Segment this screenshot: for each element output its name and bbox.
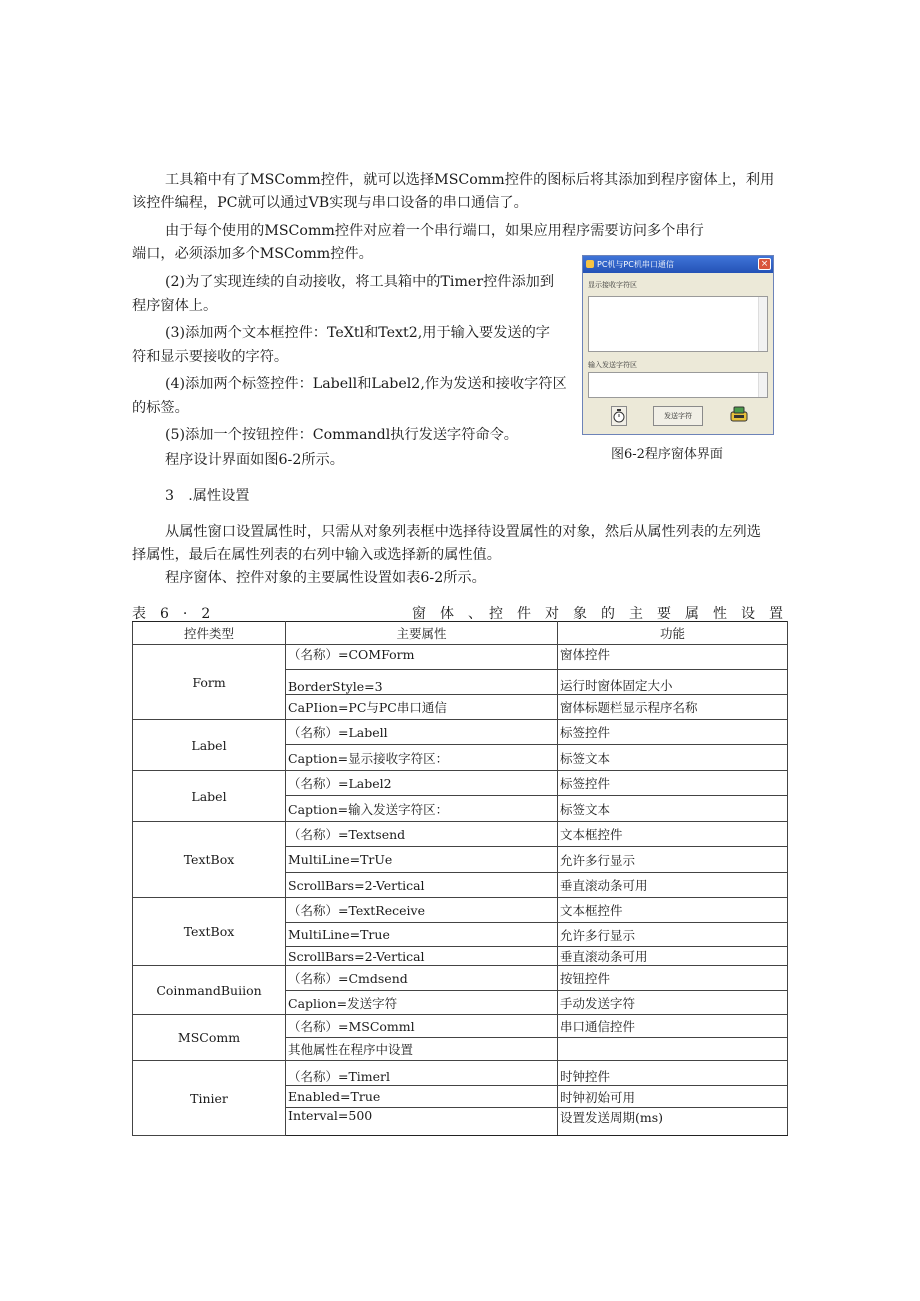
app-icon (586, 260, 594, 268)
prop-cell: Caption=显示接收字符区： (286, 745, 558, 771)
para4-line2: 符和显示要接收的字符。 (132, 349, 289, 365)
table-number: 表 6 · 2 (132, 606, 211, 622)
prop-cell: （名称）=COMForm (286, 645, 558, 670)
vb-form-window (582, 255, 774, 435)
receive-label: 显示接收字符区 (588, 281, 637, 289)
para2-line1: 由于每个使用的MSComm控件对应着一个串行端口，如果应用程序需要访问多个串行 (165, 223, 704, 239)
send-textbox[interactable] (588, 372, 768, 398)
prop-cell: （名称）=Cmdsend (286, 966, 558, 991)
prop-cell: Caption=输入发送字符区： (286, 796, 558, 822)
prop-cell: ScrollBars=2-Vertical (286, 947, 558, 966)
prop-cell: （名称）=Timerl (286, 1061, 558, 1086)
send-label: 输入发送字符区 (588, 361, 637, 369)
close-icon[interactable]: × (758, 258, 771, 270)
table-title: 窗 体 、 控 件 对 象 的 主 要 属 性 设 置 (412, 606, 783, 622)
vb-window-title: PC机与PC机串口通信 (597, 260, 674, 269)
figure-caption: 图6-2程序窗体界面 (611, 447, 723, 462)
type-cell: Form (133, 645, 286, 720)
table-header-row (133, 622, 788, 645)
func-cell: 窗体标题栏显示程序名称 (558, 695, 788, 720)
prop-cell: CaPIion=PC与PC串口通信 (286, 695, 558, 720)
para6-line2: 程序设计界面如图6-2所示。 (165, 452, 344, 468)
para2-line2: 端口，必须添加多个MSComm控件。 (132, 246, 373, 262)
properties-table (132, 621, 788, 1136)
type-cell: TextBox (133, 898, 286, 966)
func-cell: 手动发送字符 (558, 991, 788, 1015)
type-cell: Label (133, 720, 286, 771)
func-cell: 标签控件 (558, 720, 788, 745)
table-row (133, 720, 788, 745)
header-property: 主要属性 (286, 622, 558, 645)
prop-cell: （名称）=Label2 (286, 771, 558, 796)
func-cell: 文本框控件 (558, 822, 788, 847)
func-cell: 垂直滚动条可用 (558, 947, 788, 966)
func-cell: 标签控件 (558, 771, 788, 796)
table-row (133, 771, 788, 796)
para1-line1: 工具箱中有了MSComm控件，就可以选择MSComm控件的图标后将其添加到程序窗体上，利用 (165, 172, 775, 188)
func-cell: 窗体控件 (558, 645, 788, 670)
para5-line1: (4)添加两个标签控件：Labell和Label2,作为发送和接收字符区 (165, 376, 567, 392)
para1-line2: 该控件编程，PC就可以通过VB实现与串口设备的串口通信了。 (132, 195, 528, 211)
prop-cell: BorderStyle=3 (286, 670, 558, 695)
timer-icon (611, 406, 627, 426)
prop-cell: （名称）=Textsend (286, 822, 558, 847)
type-cell: CoinmandBuiion (133, 966, 286, 1015)
func-cell: 垂直滚动条可用 (558, 873, 788, 898)
prop-cell: MultiLine=True (286, 923, 558, 947)
func-cell: 运行时窗体固定大小 (558, 670, 788, 695)
prop-cell: （名称）=Labell (286, 720, 558, 745)
receive-textbox[interactable] (588, 296, 768, 352)
para7-line1: 从属性窗口设置属性时，只需从对象列表框中选择待设置属性的对象，然后从属性列表的左列选 (165, 524, 761, 540)
scrollbar[interactable] (758, 373, 767, 397)
func-cell: 串口通信控件 (558, 1015, 788, 1038)
func-cell: 时钟控件 (558, 1061, 788, 1086)
header-function: 功能 (558, 622, 788, 645)
func-cell: 文本框控件 (558, 898, 788, 923)
para7-line2: 择属性，最后在属性列表的右列中输入或选择新的属性值。 (132, 547, 501, 563)
prop-cell: ScrollBars=2-Vertical (286, 873, 558, 898)
scrollbar[interactable] (758, 297, 767, 351)
func-cell (558, 1038, 788, 1061)
table-row (133, 645, 788, 670)
prop-cell: Interval=500 (286, 1108, 558, 1136)
prop-cell: MultiLine=TrUe (286, 847, 558, 873)
table-row (133, 898, 788, 923)
prop-cell: （名称）=TextReceive (286, 898, 558, 923)
func-cell: 允许多行显示 (558, 847, 788, 873)
prop-cell: 其他属性在程序中设置 (286, 1038, 558, 1061)
type-cell: Label (133, 771, 286, 822)
type-cell: Tinier (133, 1061, 286, 1136)
func-cell: 设置发送周期(ms) (558, 1108, 788, 1136)
func-cell: 允许多行显示 (558, 923, 788, 947)
para3-line1: (2)为了实现连续的自动接收，将工具箱中的Timer控件添加到 (165, 274, 555, 290)
para3-line2: 程序窗体上。 (132, 298, 218, 314)
table-row (133, 1015, 788, 1038)
func-cell: 标签文本 (558, 745, 788, 771)
para4-line1: (3)添加两个文本框控件：TeXtl和Text2,用于输入要发送的字 (165, 325, 550, 341)
para5-line2: 的标签。 (132, 400, 189, 416)
vb-title-bar (583, 256, 773, 273)
table-row (133, 1061, 788, 1086)
func-cell: 按钮控件 (558, 966, 788, 991)
mscomm-icon (729, 406, 749, 426)
para8-line1: 程序窗体、控件对象的主要属性设置如表6-2所示。 (165, 570, 486, 586)
header-type: 控件类型 (133, 622, 286, 645)
type-cell: TextBox (133, 822, 286, 898)
prop-cell: Enabled=True (286, 1086, 558, 1108)
prop-cell: Caplion=发送字符 (286, 991, 558, 1015)
prop-cell: （名称）=MSComml (286, 1015, 558, 1038)
para6-line1: (5)添加一个按钮控件：Commandl执行发送字符命令。 (165, 427, 518, 443)
func-cell: 时钟初始可用 (558, 1086, 788, 1108)
table-row (133, 966, 788, 991)
table-row (133, 822, 788, 847)
section-heading: 3 .属性设置 (165, 488, 250, 504)
send-button[interactable]: 发送字符 (653, 406, 703, 426)
type-cell: MSComm (133, 1015, 286, 1061)
func-cell: 标签文本 (558, 796, 788, 822)
